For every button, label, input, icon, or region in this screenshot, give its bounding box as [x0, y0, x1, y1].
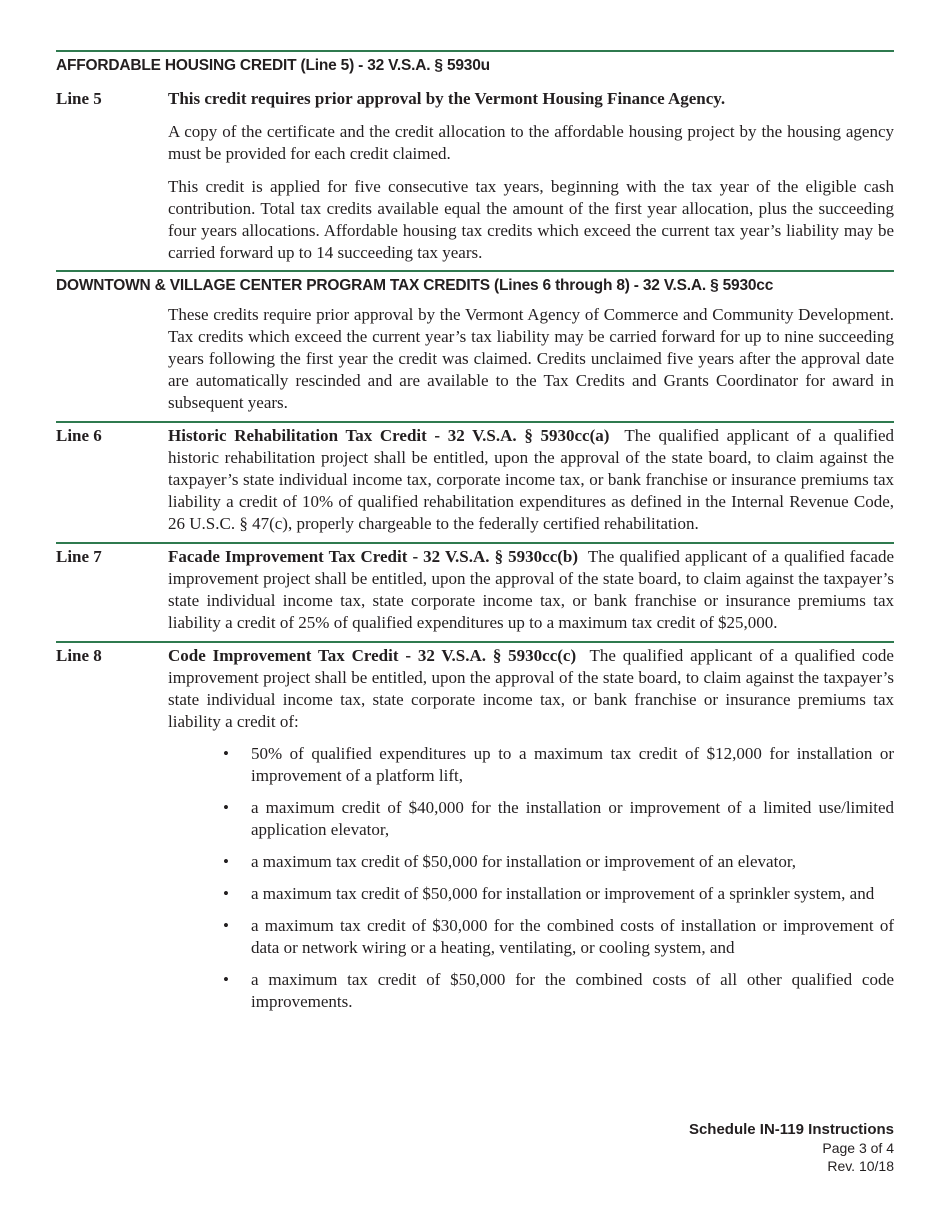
- list-item: • a maximum credit of $40,000 for the installation or improvement of a limited use/limited application elevator,: [223, 797, 894, 841]
- line-6-text: The qualified applicant of a qualified historic rehabilitation project shall be entitled, upon the approval of the state board, to claim against the taxpayer’s state individual income tax, corporate income tax, or bank franchise or insurance premiums tax liability a credit of 10% of qualified rehabilitation expenditures as defined in the Internal Revenue Code, 26 U.S.C. § 47(c), properly chargeable to the federally certified rehabilitation.: [168, 426, 894, 533]
- line-6-paragraph: [168, 425, 894, 535]
- line-label: Line 7: [56, 547, 102, 566]
- revision-date: Rev. 10/18: [827, 1158, 894, 1174]
- line-5-body: [168, 88, 894, 264]
- line-7-row: [56, 542, 894, 634]
- document-page: [56, 50, 894, 1013]
- line-7-paragraph: [168, 546, 894, 634]
- page-number: Page 3 of 4: [822, 1140, 894, 1156]
- list-item: • a maximum tax credit of $50,000 for the combined costs of all other qualified code improvements.: [223, 969, 894, 1013]
- code-improvement-list: [168, 743, 894, 1013]
- line-7-text: The qualified applicant of a qualified facade improvement project shall be entitled, upon the approval of the state board, to claim against the taxpayer’s state individual income tax, state corporate income tax, or bank franchise or insurance premiums tax liability a credit of 25% of qualified expenditures up to a maximum tax credit of $25,000.: [168, 547, 894, 632]
- line-5-paragraph: This credit is applied for five consecutive tax years, beginning with the tax year of the eligible cash contribution. Total tax credits available equal the amount of the first year allocation, plus the succeeding four years allocations. Affordable housing tax credits which exceed the current tax year’s liability may be carried forward up to 14 succeeding tax years.: [168, 177, 894, 262]
- line-8-paragraph: [168, 645, 894, 733]
- line-7-title: Facade Improvement Tax Credit - 32 V.S.A. § 5930cc(b): [168, 547, 579, 566]
- line-5-bold-text: This credit requires prior approval by the Vermont Housing Finance Agency.: [168, 89, 726, 108]
- line-8-text: The qualified applicant of a qualified code improvement project shall be entitled, upon the approval of the state board, to claim against the taxpayer’s state individual income tax, state corporate income tax, or bank franchise or insurance premiums tax liability a credit of:: [168, 646, 894, 731]
- line-6-title: Historic Rehabilitation Tax Credit - 32 V.S.A. § 5930cc(a): [168, 426, 610, 445]
- form-title: Schedule IN-119 Instructions: [688, 1121, 894, 1138]
- section-heading-affordable-housing: AFFORDABLE HOUSING CREDIT (Line 5) - 32 V.S.A. § 5930u: [56, 50, 894, 75]
- line-8-title: Code Improvement Tax Credit - 32 V.S.A. § 5930cc(c): [168, 646, 577, 665]
- list-item: • a maximum tax credit of $50,000 for installation or improvement of an elevator,: [223, 851, 894, 873]
- line-5-paragraph: A copy of the certificate and the credit allocation to the affordable housing project by the housing agency must be provided for each credit claimed.: [168, 122, 894, 163]
- line-8-row: [56, 641, 894, 1013]
- list-item: • 50% of qualified expenditures up to a maximum tax credit of $12,000 for installation or improvement of a platform lift,: [223, 743, 894, 787]
- line-label: Line 6: [56, 426, 102, 445]
- section-heading-downtown-village: DOWNTOWN & VILLAGE CENTER PROGRAM TAX CREDITS (Lines 6 through 8) - 32 V.S.A. § 5930cc: [56, 270, 894, 295]
- page-footer: [689, 1121, 894, 1175]
- line-6-row: [56, 421, 894, 535]
- line-5-row: [56, 88, 894, 264]
- list-item: • a maximum tax credit of $30,000 for the combined costs of installation or improvement of data or network wiring or a heating, ventilating, or cooling system, and: [223, 915, 894, 959]
- downtown-intro-paragraph: These credits require prior approval by the Vermont Agency of Commerce and Community Development. Tax credits which exceed the current year’s tax liability may be carried forward for up to nine succeeding years following the first year the credit was claimed. Credits unclaimed five years after the approval date are automatically rescinded and are available to the Tax Credits and Grants Coordinator for award in subsequent years.: [168, 305, 894, 412]
- downtown-intro-row: [56, 304, 894, 414]
- line-label: Line 8: [56, 646, 102, 665]
- line-label: Line 5: [56, 89, 102, 108]
- list-item: • a maximum tax credit of $50,000 for installation or improvement of a sprinkler system, and: [223, 883, 894, 905]
